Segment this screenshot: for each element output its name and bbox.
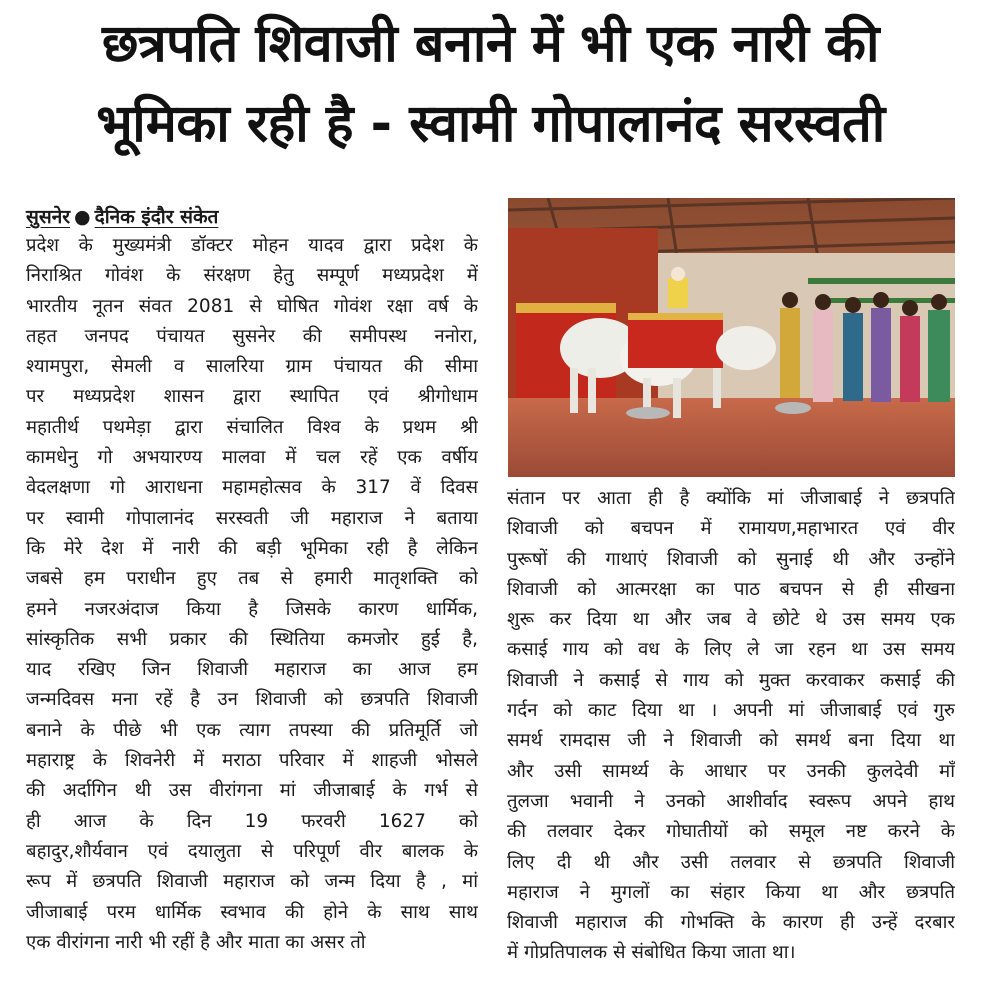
byline-bullet: ● — [74, 206, 91, 228]
text-line: बनाने के पीछे भी एक त्याग तपस्या की प्रतिमूर्ति जो — [26, 719, 478, 741]
text-line: निराश्रित गोवंश के संरक्षण हेतु सम्पूर्ण मध्यप्रदेश में — [26, 265, 478, 287]
text-line: महाराज ने मुगलों का संहार किया था और छत्रपति — [507, 881, 955, 903]
text-line: श्यामपुरा, सेमली व सालरिया ग्राम पंचायत की सीमा — [26, 356, 478, 378]
text-line: जीजाबाई परम धार्मिक स्वभाव की होने के साथ साथ — [26, 901, 478, 923]
headline-line-2: भूमिका रही है - स्वामी गोपालानंद सरस्वती — [96, 94, 885, 154]
byline-source: दैनिक इंदौर संकेत — [94, 206, 219, 228]
text-line: गर्दन को काट दिया था । अपनी मां जीजाबाई एवं गुरु — [507, 700, 955, 722]
text-line: कसाई गाय को वध के लिए ले जा रहन था उस समय — [507, 639, 955, 661]
text-line: और उसी सामर्थ्य के आधार पर उनकी कुलदेवी माँ — [507, 760, 955, 782]
text-line: शुरू कर दिया था और जब वे छोटे थे उस समय एक — [507, 609, 955, 631]
text-line: पुरूषों की गाथाएं शिवाजी को सुनाई थी और उन्होंने — [507, 548, 955, 570]
text-line: तहत जनपद पंचायत सुसनेर की समीपस्थ ननोरा, — [26, 325, 478, 347]
text-line: संतान पर आता ही है क्योंकि मां जीजाबाई ने छत्रपति — [507, 488, 955, 509]
text-line: शिवाजी को बचपन में रामायण,महाभारत एवं वीर — [507, 518, 955, 540]
text-line: वेदलक्षणा गो आराधना महामहोत्सव के 317 वें दिवस — [26, 477, 478, 499]
text-line: की अर्दागिन थी उस वीरांगना मां जीजाबाई के गर्भ से — [26, 780, 478, 802]
left-column-text — [26, 231, 478, 958]
text-line: कि मेरे देश में नारी की बड़ी भूमिका रही है लेकिन — [26, 537, 478, 559]
text-line: कामधेनु गो अभयारण्य मालवा में चल रहें एक वर्षीय — [26, 447, 478, 469]
text-line: भारतीय नूतन संवत 2081 से घोषित गोवंश रक्षा वर्ष के — [26, 295, 478, 317]
byline — [26, 204, 478, 231]
text-line: महाराष्ट्र के शिवनेरी में मराठा परिवार में शाहजी भोसले — [26, 750, 478, 772]
text-line: महातीर्थ पथमेड़ा द्वारा संचालित विश्व के प्रथम श्री — [26, 416, 478, 438]
text-line: शिवाजी ने कसाई से गाय को मुक्त करवाकर कसाई की — [507, 669, 955, 691]
text-line: बहादुर,शौर्यवान एवं दयालुता से परिपूर्ण वीर बालक के — [26, 840, 478, 862]
photo-illustration — [508, 198, 955, 477]
text-line: तुलजा भवानी ने उनको आशीर्वाद स्वरूप अपने हाथ — [507, 790, 955, 812]
text-line: एक वीरांगना नारी भी रहीं है और माता का असर तो — [26, 931, 366, 953]
headline — [0, 4, 981, 164]
article-left-column — [26, 204, 478, 958]
text-line: पर स्वामी गोपालानंद सरस्वती जी महाराज ने बताया — [26, 507, 478, 529]
right-column-text — [507, 484, 955, 969]
text-line: हमने नजरअंदाज किया है जिसके कारण धार्मिक, — [26, 598, 478, 620]
text-line: रूप में छत्रपति शिवाजी महाराज को जन्म दिया है , मां — [26, 871, 478, 893]
text-line: सांस्कृतिक सभी प्रकार की स्थितिया कमजोर हुई है, — [26, 628, 478, 650]
article-photo — [508, 198, 955, 477]
text-line: ही आज के दिन 19 फरवरी 1627 को — [26, 810, 478, 832]
headline-line-1: छत्रपति शिवाजी बनाने में भी एक नारी की — [102, 14, 879, 74]
text-line: याद रखिए जिन शिवाजी महाराज का आज हम — [26, 659, 478, 681]
text-line: की तलवार देकर गोघातीयों को समूल नष्ट करने के — [507, 821, 955, 843]
text-line: में गोप्रतिपालक से संबोधित किया जाता था। — [507, 942, 796, 964]
byline-place: सुसनेर — [26, 206, 71, 228]
text-line: जन्मदिवस मना रहें है उन शिवाजी को छत्रपति शिवाजी — [26, 689, 478, 711]
text-line: लिए दी थी और उसी तलवार से छत्रपति शिवाजी — [507, 851, 955, 873]
text-line: प्रदेश के मुख्यमंत्री डॉक्टर मोहन यादव द्वारा प्रदेश के — [26, 235, 478, 256]
text-line: जबसे हम पराधीन हुए तब से हमारी मातृशक्ति को — [26, 568, 478, 590]
text-line: शिवाजी को आत्मरक्षा का पाठ बचपन से ही सीखना — [507, 578, 955, 600]
text-line: शिवाजी महाराज की गोभक्ति के कारण ही उन्हें दरबार — [507, 912, 955, 934]
text-line: समर्थ रामदास जी ने शिवाजी को समर्थ बना दिया था — [507, 730, 955, 752]
article-right-column — [507, 484, 955, 969]
text-line: पर मध्यप्रदेश शासन द्वारा स्थापित एवं श्रीगोधाम — [26, 386, 478, 408]
